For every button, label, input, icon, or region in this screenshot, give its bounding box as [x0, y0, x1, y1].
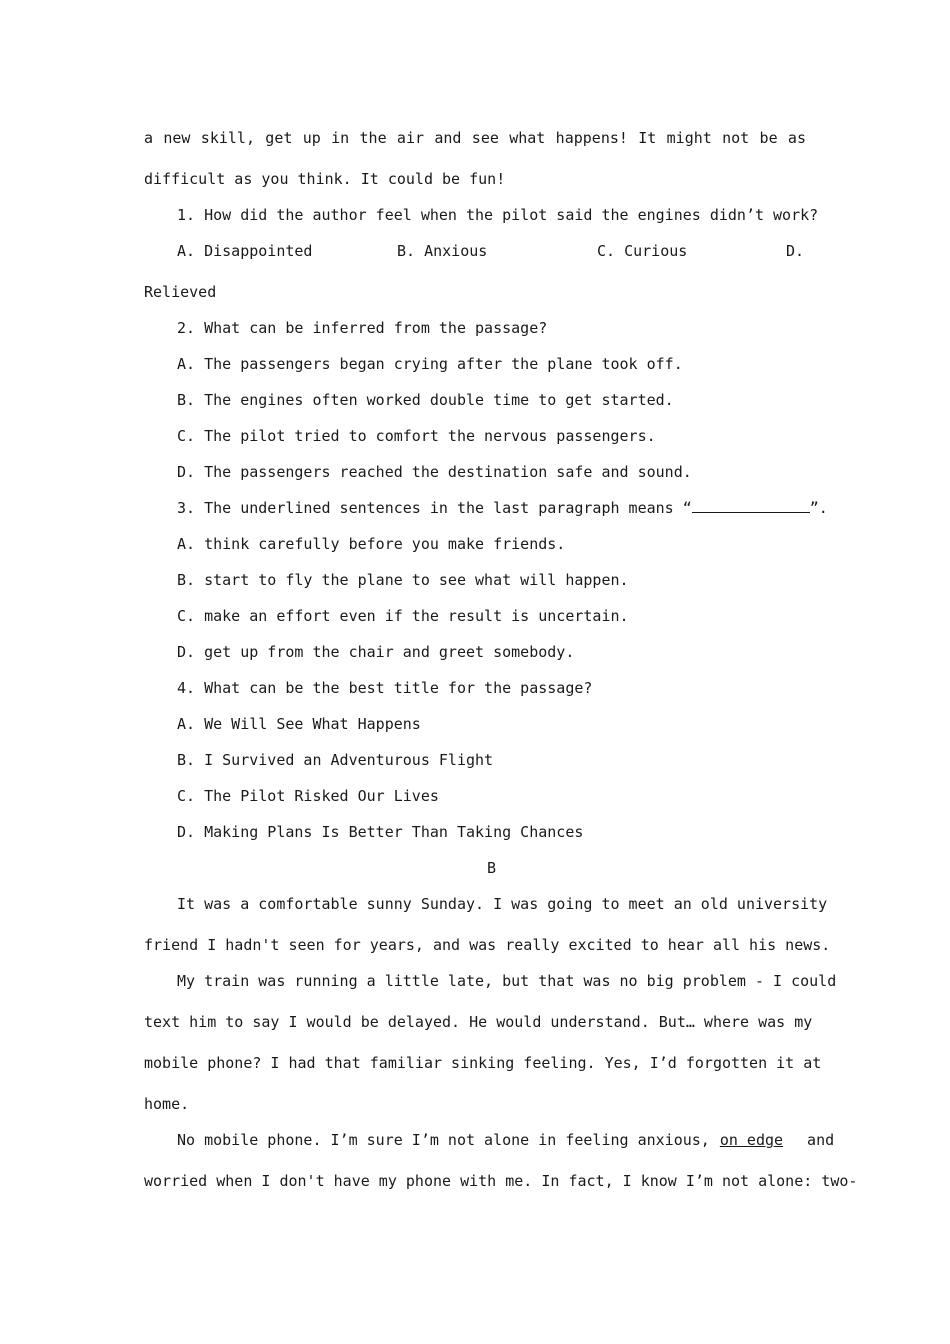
option-b: B. I Survived an Adventurous Flight	[177, 751, 494, 769]
paragraph-line: home.	[144, 1095, 190, 1113]
paragraph-line: text him to say I would be delayed. He would understand. But… where was my	[144, 1013, 813, 1031]
option-c: C. The Pilot Risked Our Lives	[177, 787, 439, 805]
option-b: B. The engines often worked double time to get started.	[177, 391, 674, 409]
option-d: D. The passengers reached the destination safe and sound.	[177, 463, 692, 481]
option-b: B. Anxious	[397, 242, 488, 260]
paragraph-text: No mobile phone. I’m sure I’m not alone in feeling anxious,	[177, 1131, 710, 1149]
option-a: A. Disappointed	[177, 242, 313, 260]
question-3-stem-after: ”.	[809, 499, 828, 517]
question-2-stem: 2. What can be inferred from the passage?	[177, 319, 548, 337]
option-d-text: Relieved	[144, 283, 217, 301]
option-d: D. Making Plans Is Better Than Taking Chances	[177, 823, 584, 841]
option-a: A. The passengers began crying after the plane took off.	[177, 355, 683, 373]
passage-line: difficult as you think. It could be fun!	[144, 170, 506, 188]
paragraph-line: It was a comfortable sunny Sunday. I was going to meet an old university	[177, 895, 828, 913]
paragraph-line	[177, 1130, 835, 1150]
answer-blank	[692, 498, 810, 513]
question-4-stem: 4. What can be the best title for the passage?	[177, 679, 593, 697]
option-c: C. make an effort even if the result is uncertain.	[177, 607, 629, 625]
question-3-stem-before: 3. The underlined sentences in the last paragraph means “	[177, 499, 692, 517]
question-1-stem: 1. How did the author feel when the pilot said the engines didn’t work?	[177, 206, 819, 224]
paragraph-line: My train was running a little late, but that was no big problem - I could	[177, 972, 837, 990]
paragraph-line: mobile phone? I had that familiar sinking feeling. Yes, I’d forgotten it at	[144, 1054, 822, 1072]
option-b: B. start to fly the plane to see what will happen.	[177, 571, 629, 589]
option-d: D.	[786, 242, 805, 260]
option-c: C. The pilot tried to comfort the nervous passengers.	[177, 427, 656, 445]
underlined-phrase: on edge	[719, 1131, 784, 1149]
option-d: D. get up from the chair and greet somebody.	[177, 643, 575, 661]
section-heading: B	[486, 859, 497, 877]
paragraph-line: worried when I don't have my phone with me. In fact, I know I’m not alone: two-	[144, 1172, 858, 1190]
paragraph-text: and	[807, 1131, 835, 1149]
paragraph-line: friend I hadn't seen for years, and was really excited to hear all his news.	[144, 936, 831, 954]
option-a: A. think carefully before you make friends.	[177, 535, 566, 553]
option-a: A. We Will See What Happens	[177, 715, 421, 733]
question-3-stem	[177, 498, 828, 518]
option-c: C. Curious	[597, 242, 688, 260]
passage-line: a new skill, get up in the air and see what happens! It might not be as	[144, 129, 806, 147]
